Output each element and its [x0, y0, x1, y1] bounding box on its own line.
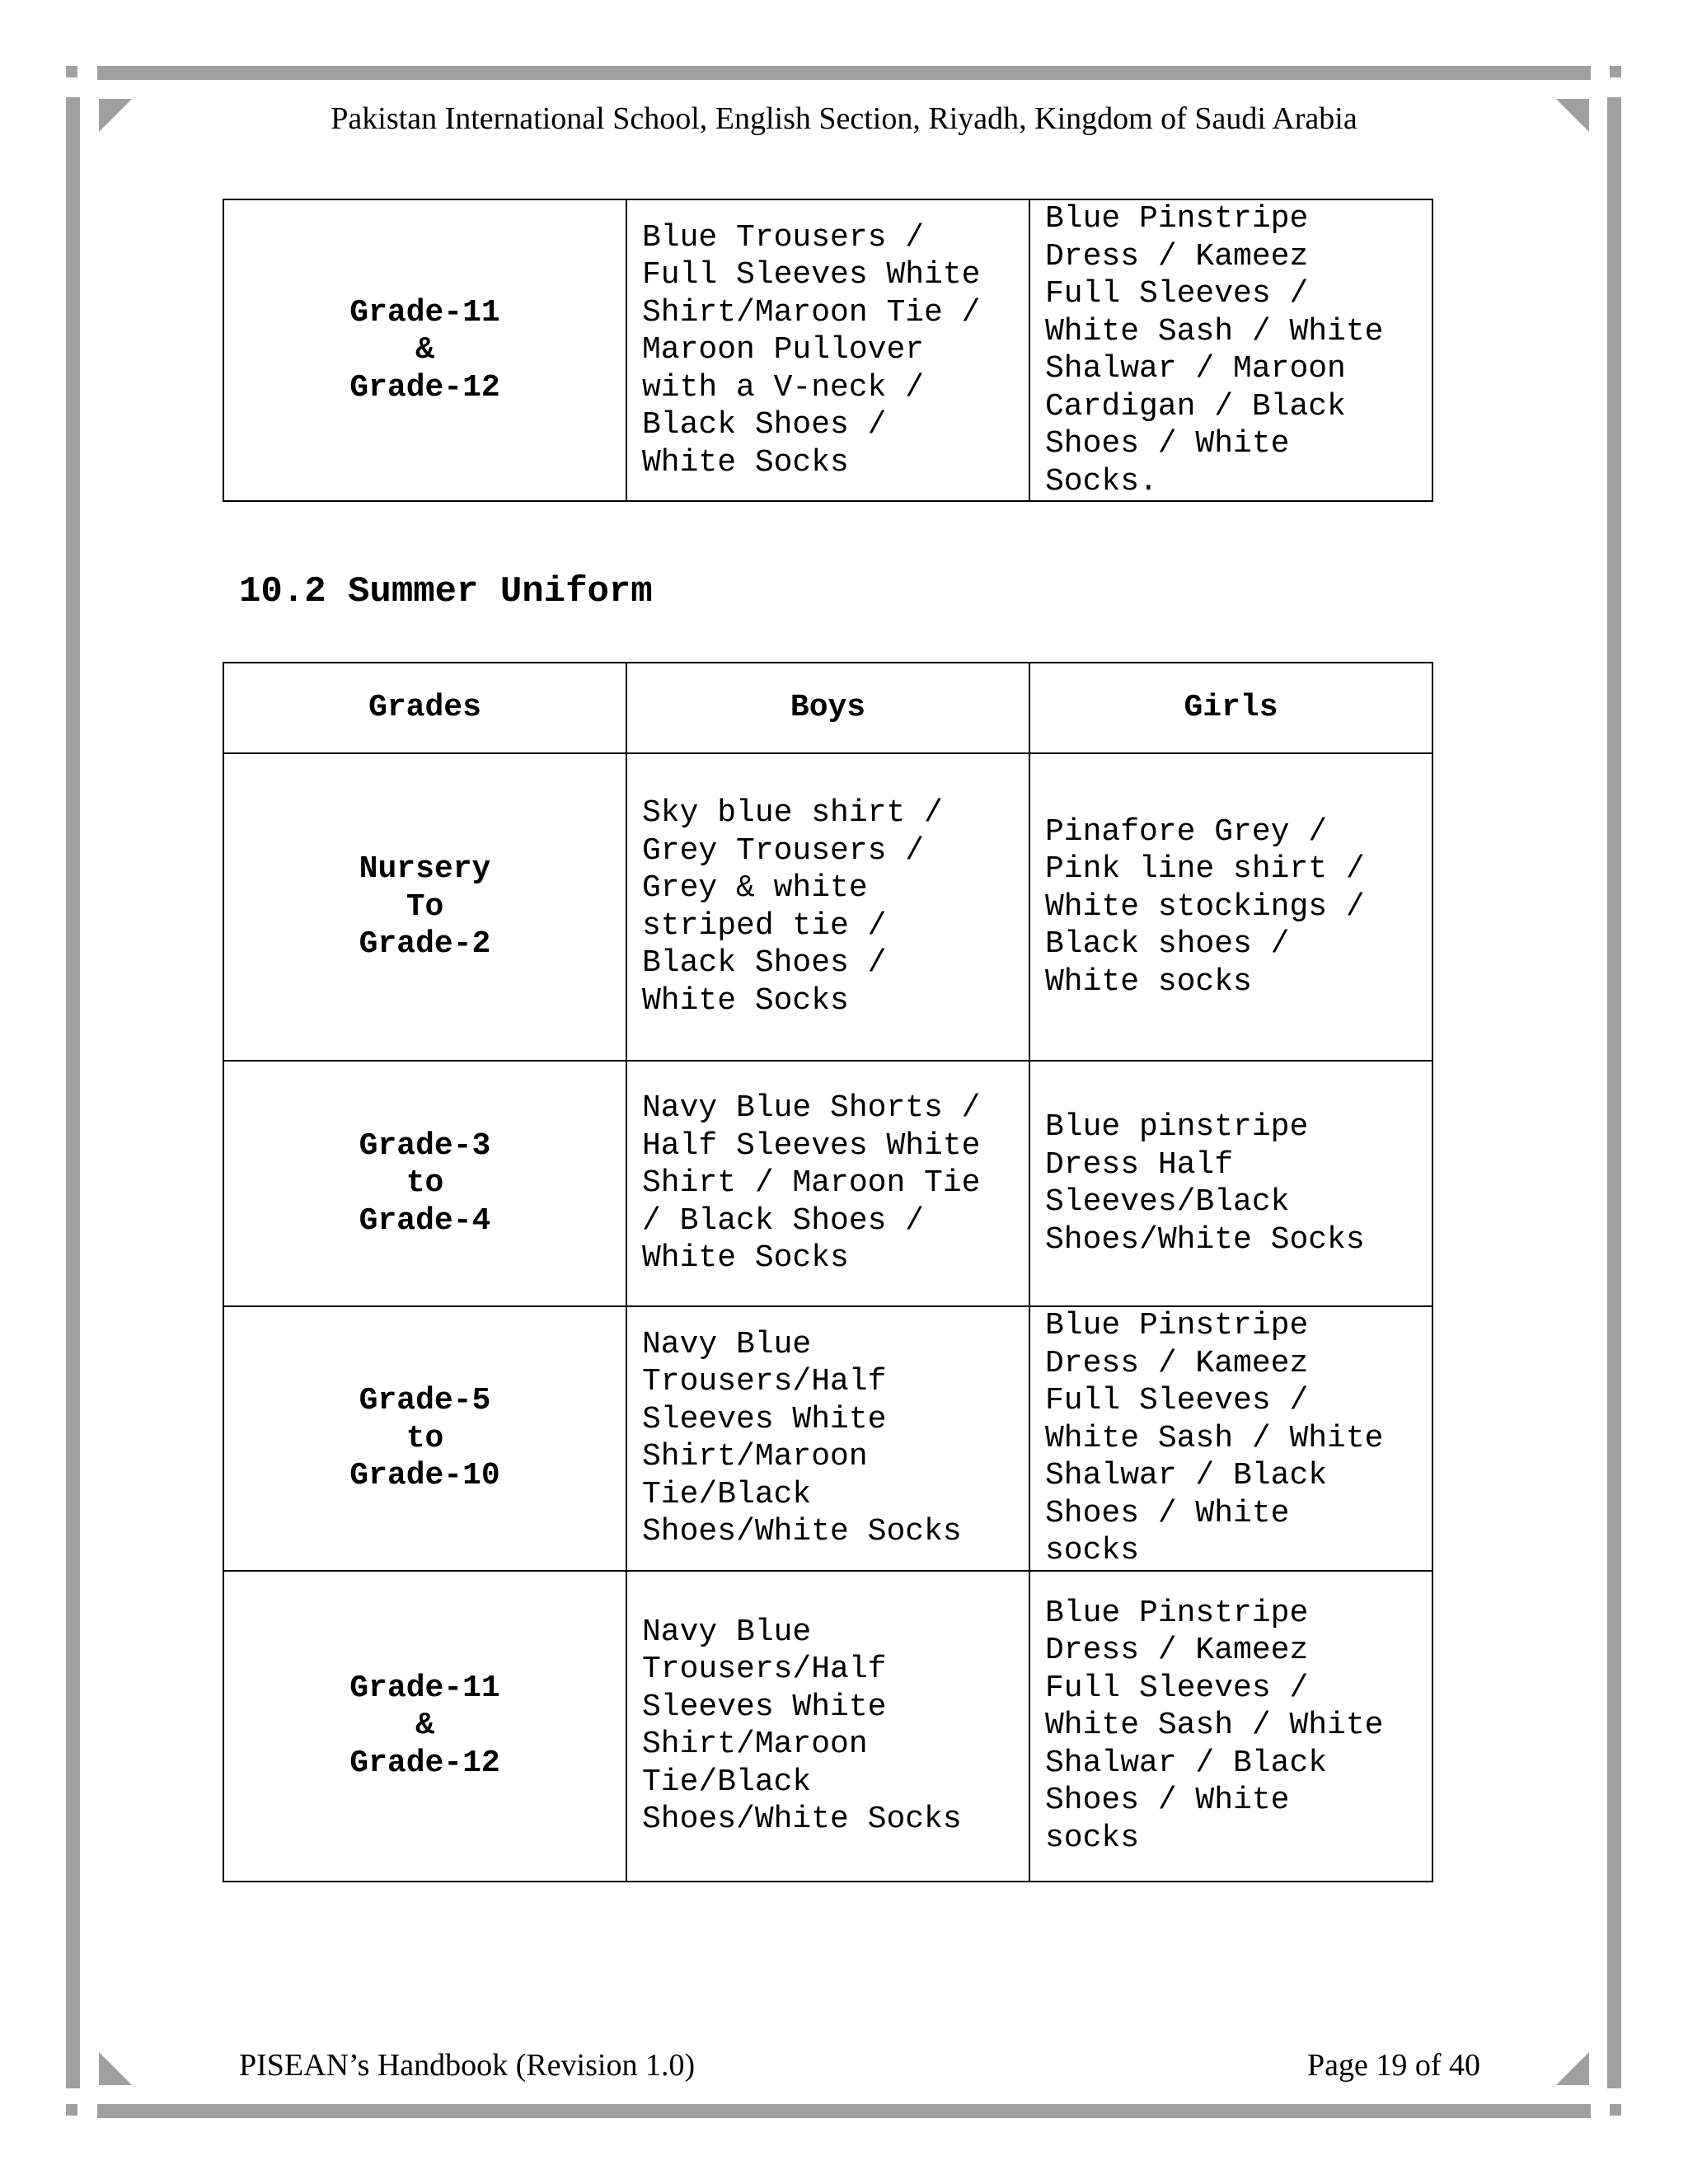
column-header-girls: Girls [1029, 663, 1432, 753]
table-row [223, 1571, 1432, 1882]
border-corner-square [66, 66, 77, 77]
page-border-right [1607, 97, 1621, 2088]
column-header-boys: Boys [626, 663, 1029, 753]
boys-cell: Navy Blue Trousers/Half Sleeves White Shirt/Maroon Tie/Black Shoes/White Socks [626, 1306, 1029, 1571]
boys-cell: Sky blue shirt / Grey Trousers / Grey & white striped tie / Black Shoes / White Socks [626, 753, 1029, 1061]
boys-cell: Blue Trousers / Full Sleeves White Shirt/Maroon Tie / Maroon Pullover with a V-neck / Black Shoes / White Socks [626, 199, 1029, 501]
border-corner-square [1610, 2104, 1621, 2116]
girls-cell: Blue Pinstripe Dress / Kameez Full Sleeves / White Sash / White Shalwar / Black Shoes / White socks [1029, 1306, 1432, 1571]
grade-cell: Nursery To Grade-2 [223, 753, 626, 1061]
boys-cell: Navy Blue Shorts / Half Sleeves White Shirt / Maroon Tie / Black Shoes / White Socks [626, 1061, 1029, 1306]
page-header: Pakistan International School, English Section, Riyadh, Kingdom of Saudi Arabia [331, 101, 1357, 136]
section-heading [239, 569, 653, 615]
footer-page-number: Page 19 of 40 [1306, 2048, 1480, 2083]
winter-uniform-table-continued [223, 199, 1433, 502]
girls-cell: Blue Pinstripe Dress / Kameez Full Sleeves / White Sash / White Shalwar / Black Shoes / White socks [1029, 1571, 1432, 1882]
table-row [223, 1061, 1432, 1306]
table-header-row [223, 663, 1432, 753]
section-title: Summer Uniform [348, 571, 653, 612]
border-corner-square [66, 2104, 77, 2116]
boys-cell: Navy Blue Trousers/Half Sleeves White Shirt/Maroon Tie/Black Shoes/White Socks [626, 1571, 1029, 1882]
border-corner-triangle [99, 2052, 132, 2085]
girls-cell: Blue pinstripe Dress Half Sleeves/Black Shoes/White Socks [1029, 1061, 1432, 1306]
border-corner-triangle [1556, 2052, 1589, 2085]
table-row [223, 753, 1432, 1061]
page-border-bottom [97, 2104, 1591, 2118]
column-header-grades: Grades [223, 663, 626, 753]
table-row [223, 199, 1432, 501]
girls-cell: Blue Pinstripe Dress / Kameez Full Sleeves / White Sash / White Shalwar / Maroon Cardigan / Black Shoes / White Socks. [1029, 199, 1432, 501]
border-corner-square [1610, 66, 1621, 77]
page-border-left [66, 97, 80, 2088]
summer-uniform-table [223, 662, 1433, 1882]
girls-cell: Pinafore Grey / Pink line shirt / White stockings / Black shoes / White socks [1029, 753, 1432, 1061]
table-row [223, 1306, 1432, 1571]
grade-cell: Grade-3 to Grade-4 [223, 1061, 626, 1306]
page-border-top [97, 66, 1591, 80]
grade-cell: Grade-5 to Grade-10 [223, 1306, 626, 1571]
footer-handbook-title: PISEAN’s Handbook (Revision 1.0) [239, 2048, 696, 2083]
grade-cell: Grade-11 & Grade-12 [223, 199, 626, 501]
grade-cell: Grade-11 & Grade-12 [223, 1571, 626, 1882]
section-number: 10.2 [239, 571, 326, 612]
